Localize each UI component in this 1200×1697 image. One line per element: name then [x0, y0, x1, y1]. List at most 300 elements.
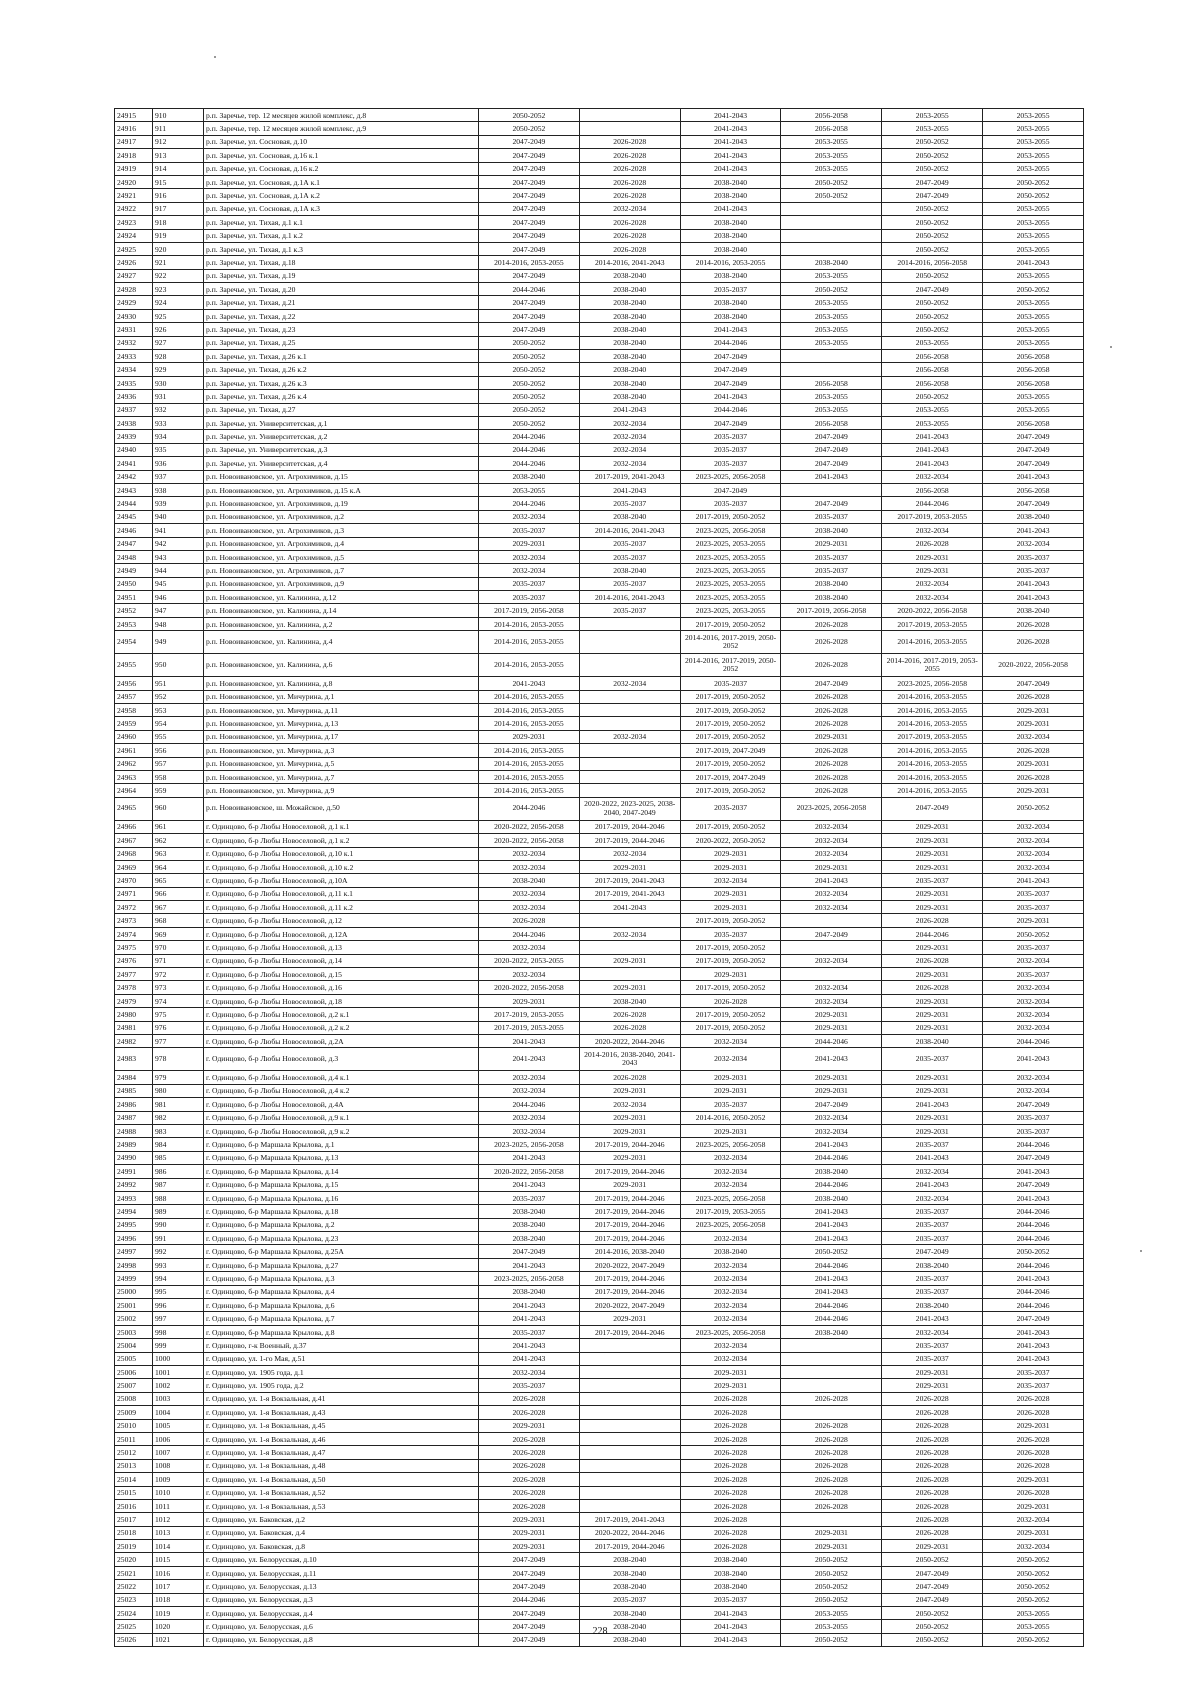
- term-3-cell: 2023-2025, 2053-2055: [680, 591, 781, 604]
- term-4-cell: 2032-2034: [781, 847, 882, 860]
- term-3-cell: 2017-2019, 2050-2052: [680, 617, 781, 630]
- address-cell: г. Одинцово, ул. 1905 года, д.2: [204, 1379, 479, 1392]
- term-1-cell: 2020-2022, 2056-2058: [479, 981, 580, 994]
- term-5-cell: 2029-2031: [882, 1008, 983, 1021]
- row-number-cell: 1008: [153, 1459, 204, 1472]
- row-id-cell: 24938: [115, 416, 153, 429]
- term-3-cell: 2035-2037: [680, 677, 781, 690]
- term-4-cell: 2050-2052: [781, 1245, 882, 1258]
- term-3-cell: 2029-2031: [680, 1124, 781, 1137]
- term-4-cell: [781, 363, 882, 376]
- term-3-cell: 2038-2040: [680, 309, 781, 322]
- term-2-cell: 2032-2034: [579, 847, 680, 860]
- term-5-cell: 2023-2025, 2056-2058: [882, 677, 983, 690]
- address-cell: г. Одинцово, б-р Любы Новоселовой, д.15: [204, 968, 479, 981]
- row-id-cell: 24934: [115, 363, 153, 376]
- table-row: [115, 1285, 1084, 1298]
- term-2-cell: 2038-2040: [579, 323, 680, 336]
- term-4-cell: 2026-2028: [781, 654, 882, 677]
- term-4-cell: 2044-2046: [781, 1035, 882, 1048]
- term-4-cell: 2026-2028: [781, 1419, 882, 1432]
- row-number-cell: 962: [153, 834, 204, 847]
- table-row: [115, 757, 1084, 770]
- term-2-cell: 2017-2019, 2044-2046: [579, 1138, 680, 1151]
- row-number-cell: 1015: [153, 1553, 204, 1566]
- term-3-cell: 2032-2034: [680, 1352, 781, 1365]
- term-6-cell: 2053-2055: [983, 296, 1084, 309]
- row-id-cell: 24943: [115, 483, 153, 496]
- term-6-cell: 2041-2043: [983, 874, 1084, 887]
- term-4-cell: 2026-2028: [781, 757, 882, 770]
- address-cell: г. Одинцово, ул. 1-я Вокзальная, д.48: [204, 1459, 479, 1472]
- term-3-cell: 2035-2037: [680, 283, 781, 296]
- term-1-cell: 2017-2019, 2053-2055: [479, 1021, 580, 1034]
- term-5-cell: 2056-2058: [882, 350, 983, 363]
- term-5-cell: 2017-2019, 2053-2055: [882, 617, 983, 630]
- term-2-cell: 2017-2019, 2041-2043: [579, 874, 680, 887]
- term-4-cell: 2050-2052: [781, 1566, 882, 1579]
- table-row: [115, 1607, 1084, 1620]
- term-6-cell: 2047-2049: [983, 677, 1084, 690]
- term-5-cell: 2029-2031: [882, 1124, 983, 1137]
- term-4-cell: 2026-2028: [781, 690, 882, 703]
- term-4-cell: 2053-2055: [781, 149, 882, 162]
- term-2-cell: 2038-2040: [579, 1566, 680, 1579]
- term-5-cell: 2014-2016, 2053-2055: [882, 631, 983, 654]
- row-number-cell: 996: [153, 1299, 204, 1312]
- term-3-cell: 2014-2016, 2017-2019, 2050-2052: [680, 631, 781, 654]
- term-1-cell: 2050-2052: [479, 376, 580, 389]
- term-1-cell: 2032-2034: [479, 968, 580, 981]
- term-5-cell: 2056-2058: [882, 363, 983, 376]
- term-3-cell: 2041-2043: [680, 149, 781, 162]
- row-number-cell: 994: [153, 1272, 204, 1285]
- term-4-cell: 2044-2046: [781, 1299, 882, 1312]
- row-id-cell: 24993: [115, 1191, 153, 1204]
- term-2-cell: 2038-2040: [579, 1620, 680, 1633]
- address-cell: г. Одинцово, б-р Любы Новоселовой, д.2 к.2: [204, 1021, 479, 1034]
- term-1-cell: 2026-2028: [479, 1432, 580, 1445]
- term-5-cell: 2029-2031: [882, 968, 983, 981]
- term-6-cell: 2053-2055: [983, 403, 1084, 416]
- table-row: [115, 847, 1084, 860]
- term-4-cell: 2032-2034: [781, 954, 882, 967]
- row-id-cell: 24952: [115, 604, 153, 617]
- term-3-cell: 2014-2016, 2053-2055: [680, 256, 781, 269]
- term-5-cell: 2029-2031: [882, 994, 983, 1007]
- row-number-cell: 940: [153, 510, 204, 523]
- term-1-cell: 2041-2043: [479, 1151, 580, 1164]
- row-number-cell: 952: [153, 690, 204, 703]
- term-4-cell: 2035-2037: [781, 564, 882, 577]
- term-6-cell: 2056-2058: [983, 483, 1084, 496]
- address-cell: р.п. Заречье, ул. Тихая, д.22: [204, 309, 479, 322]
- term-5-cell: 2050-2052: [882, 309, 983, 322]
- table-row: [115, 524, 1084, 537]
- row-number-cell: 924: [153, 296, 204, 309]
- term-5-cell: 2050-2052: [882, 242, 983, 255]
- term-3-cell: 2026-2028: [680, 1406, 781, 1419]
- address-cell: р.п. Новоивановское, ул. Калинина, д.14: [204, 604, 479, 617]
- term-6-cell: 2044-2046: [983, 1205, 1084, 1218]
- row-id-cell: 25016: [115, 1499, 153, 1512]
- term-3-cell: 2017-2019, 2050-2052: [680, 704, 781, 717]
- row-number-cell: 983: [153, 1124, 204, 1137]
- term-6-cell: 2032-2034: [983, 820, 1084, 833]
- term-6-cell: 2032-2034: [983, 730, 1084, 743]
- term-5-cell: 2032-2034: [882, 470, 983, 483]
- term-6-cell: 2026-2028: [983, 744, 1084, 757]
- row-number-cell: 1016: [153, 1566, 204, 1579]
- term-6-cell: 2026-2028: [983, 1486, 1084, 1499]
- term-2-cell: [579, 690, 680, 703]
- address-cell: г. Одинцово, ул. Белорусская, д.6: [204, 1620, 479, 1633]
- address-cell: р.п. Заречье, ул. Тихая, д.26 к.4: [204, 390, 479, 403]
- term-6-cell: 2029-2031: [983, 1473, 1084, 1486]
- term-1-cell: 2029-2031: [479, 537, 580, 550]
- term-2-cell: [579, 109, 680, 122]
- table-row: [115, 1008, 1084, 1021]
- row-id-cell: 24996: [115, 1232, 153, 1245]
- term-4-cell: 2032-2034: [781, 981, 882, 994]
- term-3-cell: 2044-2046: [680, 336, 781, 349]
- row-id-cell: 25025: [115, 1620, 153, 1633]
- term-2-cell: [579, 941, 680, 954]
- term-4-cell: 2041-2043: [781, 1218, 882, 1231]
- row-number-cell: 958: [153, 770, 204, 783]
- row-number-cell: 954: [153, 717, 204, 730]
- term-1-cell: 2032-2034: [479, 550, 580, 563]
- row-id-cell: 24975: [115, 941, 153, 954]
- term-4-cell: 2026-2028: [781, 1486, 882, 1499]
- term-6-cell: 2050-2052: [983, 1553, 1084, 1566]
- address-cell: г. Одинцово, б-р Маршала Крылова, д.15: [204, 1178, 479, 1191]
- row-id-cell: 25012: [115, 1446, 153, 1459]
- row-id-cell: 24920: [115, 175, 153, 188]
- address-cell: р.п. Заречье, ул. Тихая, д.27: [204, 403, 479, 416]
- term-3-cell: 2032-2034: [680, 1312, 781, 1325]
- row-number-cell: 973: [153, 981, 204, 994]
- address-cell: г. Одинцово, б-р Маршала Крылова, д.7: [204, 1312, 479, 1325]
- term-5-cell: 2029-2031: [882, 1071, 983, 1084]
- row-id-cell: 24916: [115, 122, 153, 135]
- term-5-cell: 2020-2022, 2056-2058: [882, 604, 983, 617]
- term-1-cell: 2047-2049: [479, 1553, 580, 1566]
- term-4-cell: 2056-2058: [781, 122, 882, 135]
- term-2-cell: [579, 1419, 680, 1432]
- term-2-cell: 2032-2034: [579, 457, 680, 470]
- row-id-cell: 24955: [115, 654, 153, 677]
- term-6-cell: 2047-2049: [983, 457, 1084, 470]
- term-2-cell: [579, 1473, 680, 1486]
- row-number-cell: 991: [153, 1232, 204, 1245]
- term-4-cell: [781, 242, 882, 255]
- row-number-cell: 922: [153, 269, 204, 282]
- address-cell: г. Одинцово, ул. Белорусская, д.11: [204, 1566, 479, 1579]
- row-number-cell: 995: [153, 1285, 204, 1298]
- address-cell: г. Одинцово, б-р Любы Новоселовой, д.1 к.2: [204, 834, 479, 847]
- term-5-cell: 2029-2031: [882, 550, 983, 563]
- term-4-cell: 2041-2043: [781, 874, 882, 887]
- address-cell: р.п. Новоивановское, ул. Калинина, д.6: [204, 654, 479, 677]
- term-1-cell: 2026-2028: [479, 1486, 580, 1499]
- term-1-cell: 2041-2043: [479, 1035, 580, 1048]
- address-cell: р.п. Новоивановское, ул. Калинина, д.12: [204, 591, 479, 604]
- row-number-cell: 975: [153, 1008, 204, 1021]
- row-id-cell: 24936: [115, 390, 153, 403]
- row-number-cell: 961: [153, 820, 204, 833]
- row-number-cell: 925: [153, 309, 204, 322]
- row-id-cell: 24954: [115, 631, 153, 654]
- term-4-cell: 2053-2055: [781, 323, 882, 336]
- address-cell: г. Одинцово, ул. 1-я Вокзальная, д.52: [204, 1486, 479, 1499]
- address-cell: г. Одинцово, б-р Маршала Крылова, д.4: [204, 1285, 479, 1298]
- term-1-cell: 2047-2049: [479, 149, 580, 162]
- term-2-cell: [579, 1459, 680, 1472]
- term-1-cell: 2014-2016, 2053-2055: [479, 690, 580, 703]
- term-2-cell: [579, 1486, 680, 1499]
- address-cell: г. Одинцово, ул. Баковская, д.8: [204, 1540, 479, 1553]
- term-6-cell: 2050-2052: [983, 175, 1084, 188]
- term-5-cell: 2026-2028: [882, 981, 983, 994]
- term-2-cell: 2029-2031: [579, 1178, 680, 1191]
- table-row: [115, 229, 1084, 242]
- row-number-cell: 1006: [153, 1432, 204, 1445]
- row-id-cell: 24921: [115, 189, 153, 202]
- term-5-cell: 2029-2031: [882, 1365, 983, 1378]
- term-6-cell: 2029-2031: [983, 1419, 1084, 1432]
- term-4-cell: 2050-2052: [781, 1633, 882, 1646]
- term-1-cell: 2050-2052: [479, 416, 580, 429]
- term-6-cell: 2050-2052: [983, 1566, 1084, 1579]
- term-1-cell: 2044-2046: [479, 457, 580, 470]
- term-4-cell: 2050-2052: [781, 1593, 882, 1606]
- row-number-cell: 969: [153, 927, 204, 940]
- term-4-cell: 2038-2040: [781, 256, 882, 269]
- term-5-cell: 2029-2031: [882, 820, 983, 833]
- term-3-cell: 2029-2031: [680, 887, 781, 900]
- row-id-cell: 24932: [115, 336, 153, 349]
- term-1-cell: 2026-2028: [479, 914, 580, 927]
- address-cell: г. Одинцово, б-р Маршала Крылова, д.27: [204, 1258, 479, 1271]
- term-4-cell: 2032-2034: [781, 994, 882, 1007]
- term-3-cell: 2023-2025, 2056-2058: [680, 524, 781, 537]
- address-cell: р.п. Новоивановское, ул. Агрохимиков, д.5: [204, 550, 479, 563]
- term-6-cell: 2050-2052: [983, 1633, 1084, 1646]
- table-row: [115, 874, 1084, 887]
- address-cell: г. Одинцово, ул. 1-я Вокзальная, д.43: [204, 1406, 479, 1419]
- term-6-cell: 2035-2037: [983, 1365, 1084, 1378]
- address-cell: р.п. Заречье, ул. Тихая, д.26 к.1: [204, 350, 479, 363]
- term-2-cell: 2014-2016, 2041-2043: [579, 256, 680, 269]
- term-1-cell: 2014-2016, 2053-2055: [479, 784, 580, 797]
- term-2-cell: 2032-2034: [579, 677, 680, 690]
- term-5-cell: 2038-2040: [882, 1035, 983, 1048]
- term-2-cell: 2020-2022, 2044-2046: [579, 1035, 680, 1048]
- term-4-cell: 2041-2043: [781, 1285, 882, 1298]
- table-row: [115, 1459, 1084, 1472]
- term-1-cell: 2032-2034: [479, 860, 580, 873]
- term-5-cell: 2029-2031: [882, 1379, 983, 1392]
- term-2-cell: 2041-2043: [579, 403, 680, 416]
- row-id-cell: 24958: [115, 704, 153, 717]
- row-number-cell: 959: [153, 784, 204, 797]
- term-3-cell: 2032-2034: [680, 1165, 781, 1178]
- term-1-cell: 2029-2031: [479, 1513, 580, 1526]
- row-number-cell: 990: [153, 1218, 204, 1231]
- term-5-cell: 2035-2037: [882, 874, 983, 887]
- term-2-cell: [579, 1499, 680, 1512]
- term-1-cell: 2032-2034: [479, 1111, 580, 1124]
- term-6-cell: 2029-2031: [983, 1526, 1084, 1539]
- table-body: [115, 109, 1084, 1647]
- term-4-cell: 2026-2028: [781, 1499, 882, 1512]
- term-4-cell: 2032-2034: [781, 820, 882, 833]
- term-3-cell: 2029-2031: [680, 847, 781, 860]
- term-6-cell: 2041-2043: [983, 1352, 1084, 1365]
- term-6-cell: 2035-2037: [983, 1111, 1084, 1124]
- row-id-cell: 25023: [115, 1593, 153, 1606]
- term-4-cell: 2041-2043: [781, 1138, 882, 1151]
- table-row: [115, 797, 1084, 820]
- term-4-cell: 2044-2046: [781, 1258, 882, 1271]
- term-6-cell: 2038-2040: [983, 604, 1084, 617]
- row-id-cell: 24942: [115, 470, 153, 483]
- term-2-cell: 2038-2040: [579, 283, 680, 296]
- term-3-cell: 2041-2043: [680, 390, 781, 403]
- term-1-cell: 2050-2052: [479, 390, 580, 403]
- row-number-cell: 923: [153, 283, 204, 296]
- row-id-cell: 24990: [115, 1151, 153, 1164]
- term-5-cell: 2026-2028: [882, 1419, 983, 1432]
- row-number-cell: 948: [153, 617, 204, 630]
- address-cell: р.п. Заречье, ул. Сосновая, д.1А к.3: [204, 202, 479, 215]
- address-cell: р.п. Заречье, ул. Тихая, д.25: [204, 336, 479, 349]
- term-3-cell: 2029-2031: [680, 1365, 781, 1378]
- row-number-cell: 970: [153, 941, 204, 954]
- term-3-cell: 2020-2022, 2050-2052: [680, 834, 781, 847]
- row-number-cell: 938: [153, 483, 204, 496]
- term-1-cell: 2050-2052: [479, 336, 580, 349]
- term-2-cell: 2038-2040: [579, 309, 680, 322]
- term-5-cell: 2047-2049: [882, 175, 983, 188]
- term-1-cell: 2041-2043: [479, 1048, 580, 1071]
- capital-repair-schedule-table: [114, 108, 1084, 1647]
- term-1-cell: 2026-2028: [479, 1446, 580, 1459]
- term-6-cell: 2050-2052: [983, 1580, 1084, 1593]
- row-id-cell: 24959: [115, 717, 153, 730]
- term-3-cell: 2026-2028: [680, 1459, 781, 1472]
- term-1-cell: 2035-2037: [479, 524, 580, 537]
- term-4-cell: 2032-2034: [781, 887, 882, 900]
- row-number-cell: 1005: [153, 1419, 204, 1432]
- row-id-cell: 24983: [115, 1048, 153, 1071]
- term-3-cell: 2035-2037: [680, 443, 781, 456]
- term-1-cell: 2014-2016, 2053-2055: [479, 256, 580, 269]
- term-3-cell: 2047-2049: [680, 416, 781, 429]
- term-1-cell: 2044-2046: [479, 283, 580, 296]
- address-cell: р.п. Заречье, ул. Тихая, д.23: [204, 323, 479, 336]
- address-cell: г. Одинцово, б-р Маршала Крылова, д.3: [204, 1272, 479, 1285]
- term-3-cell: 2047-2049: [680, 376, 781, 389]
- term-2-cell: 2017-2019, 2044-2046: [579, 1540, 680, 1553]
- row-id-cell: 24944: [115, 497, 153, 510]
- row-id-cell: 24979: [115, 994, 153, 1007]
- term-5-cell: 2047-2049: [882, 1580, 983, 1593]
- term-4-cell: 2029-2031: [781, 860, 882, 873]
- term-3-cell: 2044-2046: [680, 403, 781, 416]
- address-cell: р.п. Новоивановское, ул. Мичурина, д.17: [204, 730, 479, 743]
- row-number-cell: 933: [153, 416, 204, 429]
- term-3-cell: 2023-2025, 2056-2058: [680, 1218, 781, 1231]
- term-3-cell: 2017-2019, 2050-2052: [680, 981, 781, 994]
- row-id-cell: 24940: [115, 443, 153, 456]
- row-number-cell: 997: [153, 1312, 204, 1325]
- table-row: [115, 654, 1084, 677]
- row-id-cell: 24995: [115, 1218, 153, 1231]
- table-row: [115, 927, 1084, 940]
- term-5-cell: 2041-2043: [882, 457, 983, 470]
- row-id-cell: 25004: [115, 1339, 153, 1352]
- address-cell: г. Одинцово, б-р Маршала Крылова, д.23: [204, 1232, 479, 1245]
- term-6-cell: 2035-2037: [983, 941, 1084, 954]
- address-cell: г. Одинцово, ул. Баковская, д.2: [204, 1513, 479, 1526]
- term-3-cell: 2035-2037: [680, 1098, 781, 1111]
- address-cell: г. Одинцово, б-р Любы Новоселовой, д.2 к.1: [204, 1008, 479, 1021]
- row-id-cell: 24972: [115, 901, 153, 914]
- term-2-cell: 2017-2019, 2044-2046: [579, 1325, 680, 1338]
- term-2-cell: [579, 1379, 680, 1392]
- term-4-cell: [781, 1513, 882, 1526]
- term-5-cell: 2050-2052: [882, 1607, 983, 1620]
- term-4-cell: 2047-2049: [781, 1098, 882, 1111]
- term-4-cell: 2026-2028: [781, 631, 882, 654]
- term-1-cell: 2032-2034: [479, 847, 580, 860]
- term-6-cell: 2032-2034: [983, 1021, 1084, 1034]
- term-4-cell: 2053-2055: [781, 162, 882, 175]
- term-3-cell: 2017-2019, 2050-2052: [680, 941, 781, 954]
- term-2-cell: 2029-2031: [579, 954, 680, 967]
- address-cell: р.п. Новоивановское, ш. Можайское, д.50: [204, 797, 479, 820]
- term-2-cell: 2026-2028: [579, 1071, 680, 1084]
- table-row: [115, 416, 1084, 429]
- table-row: [115, 1151, 1084, 1164]
- address-cell: р.п. Новоивановское, ул. Агрохимиков, д.15 к.А: [204, 483, 479, 496]
- table-row: [115, 1299, 1084, 1312]
- term-3-cell: 2038-2040: [680, 1245, 781, 1258]
- table-row: [115, 216, 1084, 229]
- row-id-cell: 25008: [115, 1392, 153, 1405]
- term-2-cell: [579, 757, 680, 770]
- row-number-cell: 1010: [153, 1486, 204, 1499]
- row-number-cell: 934: [153, 430, 204, 443]
- term-1-cell: 2026-2028: [479, 1392, 580, 1405]
- row-id-cell: 24945: [115, 510, 153, 523]
- term-3-cell: 2017-2019, 2050-2052: [680, 717, 781, 730]
- table-row: [115, 390, 1084, 403]
- table-row: [115, 430, 1084, 443]
- term-1-cell: 2044-2046: [479, 443, 580, 456]
- term-2-cell: 2041-2043: [579, 901, 680, 914]
- term-6-cell: 2035-2037: [983, 550, 1084, 563]
- table-row: [115, 457, 1084, 470]
- row-id-cell: 24980: [115, 1008, 153, 1021]
- address-cell: р.п. Новоивановское, ул. Мичурина, д.9: [204, 784, 479, 797]
- address-cell: р.п. Заречье, ул. Университетская, д.3: [204, 443, 479, 456]
- term-1-cell: 2029-2031: [479, 994, 580, 1007]
- address-cell: г. Одинцово, ул. Белорусская, д.4: [204, 1607, 479, 1620]
- term-3-cell: 2017-2019, 2050-2052: [680, 954, 781, 967]
